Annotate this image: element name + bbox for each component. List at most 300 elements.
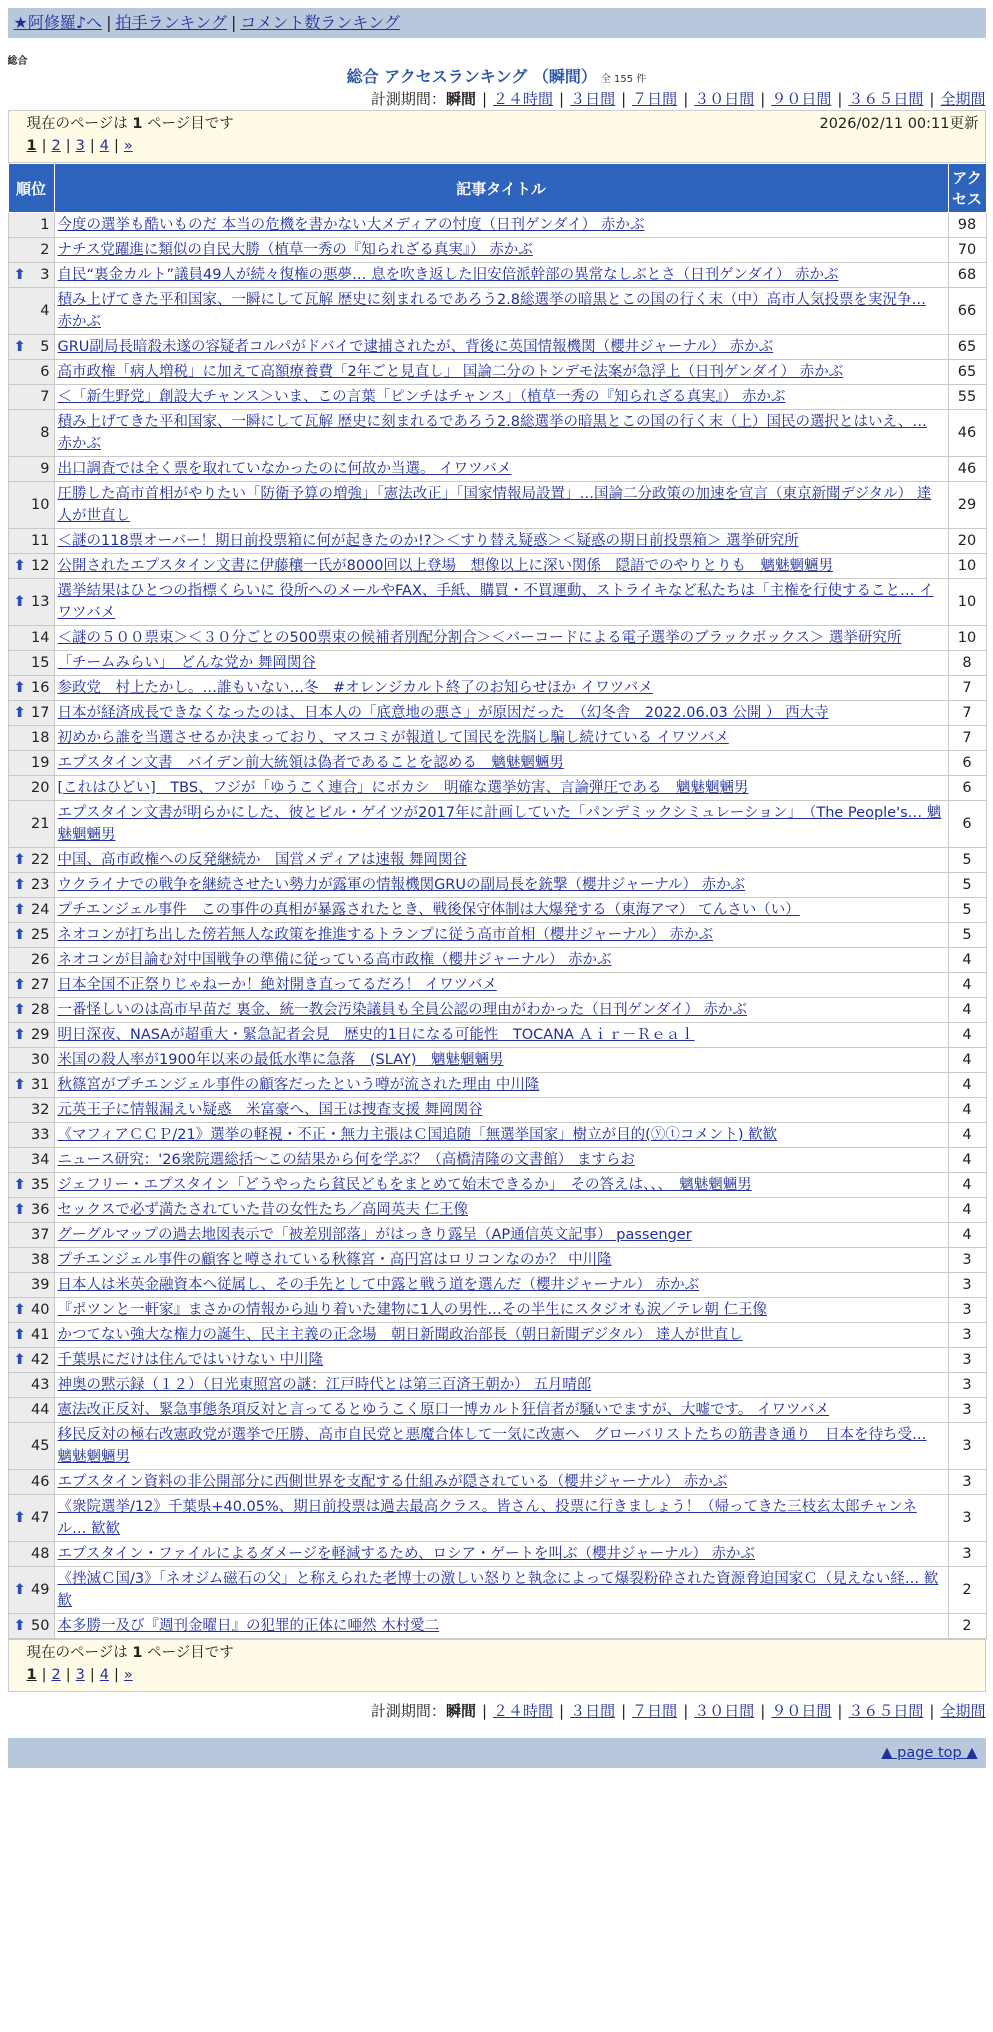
page-separator: | (65, 1667, 71, 1683)
rank-number: 39 (31, 1277, 50, 1293)
access-count: 4 (948, 998, 986, 1023)
article-link[interactable]: 憲法改正反対、緊急事態条項反対と言ってるとゆうこく原口一博カルト狂信者が騒いでますが、大嘘です。 イワツバメ (57, 1402, 830, 1418)
period-link[interactable]: ７日間 (632, 90, 678, 108)
page-current: 1 (26, 1667, 37, 1683)
rank-cell (8, 1223, 54, 1248)
title-cell (54, 1223, 948, 1248)
comment-ranking-link[interactable]: コメント数ランキング (240, 13, 400, 32)
table-row (8, 1348, 986, 1373)
article-link[interactable]: ＜「新生野党」創設大チャンス＞いま、この言葉「ピンチはチャンス」（植草一秀の『知られざる真実』） 赤かぶ (57, 389, 786, 405)
article-link[interactable]: かつてない強大な権力の誕生、民主主義の正念場 朝日新聞政治部長（朝日新聞デジタル） 達人が世直し (57, 1327, 743, 1343)
rank-cell (8, 335, 54, 360)
access-header: アクセス (948, 164, 986, 213)
title-cell (54, 1470, 948, 1495)
article-link[interactable]: [これはひどい] TBS、フジが「ゆうこく連合」にボカシ 明確な選挙妨害、言論弾圧である 魑魅魍魎男 (57, 780, 749, 796)
access-count: 65 (948, 335, 986, 360)
table-row (8, 651, 986, 676)
rank-number: 27 (31, 977, 50, 993)
table-row (8, 482, 986, 529)
article-link[interactable]: 千葉県にだけは住んではいけない 中川隆 (57, 1352, 324, 1368)
table-row (8, 213, 986, 238)
rank-cell (8, 998, 54, 1023)
title-cell (54, 1098, 948, 1123)
article-link[interactable]: ＜謎の５００票束＞＜３０分ごとの500票束の候補者別配分割合＞＜バーコードによる電子選挙のブラックボックス＞ 選挙研究所 (57, 630, 902, 646)
period-link[interactable]: ７日間 (632, 1702, 678, 1720)
rank-cell (8, 1542, 54, 1567)
rank-number: 13 (31, 594, 50, 610)
title-cell (54, 1298, 948, 1323)
table-row (8, 898, 986, 923)
table-row (8, 801, 986, 848)
access-count: 3 (948, 1542, 986, 1567)
rank-number: 44 (31, 1402, 50, 1418)
access-count: 29 (948, 482, 986, 529)
rank-number: 20 (31, 780, 50, 796)
table-row (8, 973, 986, 998)
article-link[interactable]: 一番怪しいのは高市早苗だ 裏金、統一教会汚染議員も全員公認の理由がわかった（日刊ゲンダイ） 赤かぶ (57, 1002, 748, 1018)
period-separator: | (929, 1702, 935, 1720)
table-row (8, 776, 986, 801)
rank-number: 40 (31, 1302, 50, 1318)
period-separator: | (760, 1702, 766, 1720)
access-count: 4 (948, 1173, 986, 1198)
title-cell (54, 1148, 948, 1173)
title-cell (54, 973, 948, 998)
table-row (8, 1123, 986, 1148)
rank-number: 28 (31, 1002, 50, 1018)
access-count: 5 (948, 873, 986, 898)
access-count: 8 (948, 651, 986, 676)
rank-number: 47 (31, 1510, 50, 1526)
rank-number: 18 (31, 730, 50, 746)
access-count: 3 (948, 1348, 986, 1373)
rank-cell (8, 873, 54, 898)
article-link[interactable]: 今度の選挙も酷いものだ 本当の危機を書かない大メディアの忖度（日刊ゲンダイ） 赤かぶ (57, 217, 645, 233)
period-separator: | (621, 1702, 627, 1720)
rank-cell (8, 1373, 54, 1398)
table-row (8, 1298, 986, 1323)
title-cell (54, 288, 948, 335)
title-cell (54, 626, 948, 651)
table-row (8, 1073, 986, 1098)
table-row (8, 238, 986, 263)
access-count: 3 (948, 1470, 986, 1495)
article-link[interactable]: ウクライナでの戦争を継続させたい勢力が露軍の情報機関GRUの副局長を銃撃（櫻井ジャーナル） 赤かぶ (57, 877, 746, 893)
access-count: 5 (948, 923, 986, 948)
table-row (8, 676, 986, 701)
access-count: 4 (948, 1148, 986, 1173)
article-link[interactable]: 高市政権「病人増税」に加えて高額療養費「2年ごと見直し」 国論二分のトンデモ法案が急浮上（日刊ゲンダイ） 赤かぶ (57, 364, 844, 380)
up-arrow-icon: ⬆ (13, 1582, 26, 1598)
up-arrow-icon: ⬆ (13, 594, 26, 610)
rank-number: 31 (31, 1077, 50, 1093)
period-link[interactable]: 全期間 (940, 1702, 986, 1720)
article-link[interactable]: 自民“裏金カルト”議員49人が続々復権の悪夢… 息を吹き返した旧安倍派幹部の異常なしぶとさ（日刊ゲンダイ） 赤かぶ (57, 267, 839, 283)
period-link[interactable]: ３６５日間 (848, 90, 924, 108)
rank-number: 25 (31, 927, 50, 943)
article-link[interactable]: 日本が経済成長できなくなったのは、日本人の「底意地の悪さ」が原因だった （幻冬舎 2022.06.03 公開 ） 西大寺 (57, 705, 829, 721)
title-cell (54, 1348, 948, 1373)
article-link[interactable]: 選挙結果はひとつの指標くらいに 役所へのメールやFAX、手紙、購買・不買運動、ストライキなど私たちは「主権を行使すること… イワツバメ (57, 583, 934, 621)
pager-status (27, 1642, 975, 1664)
page-links (27, 135, 975, 157)
access-count: 20 (948, 529, 986, 554)
period-label: 計測期間： (370, 1702, 446, 1720)
title-cell (54, 335, 948, 360)
title-cell (54, 1198, 948, 1223)
access-count: 3 (948, 1423, 986, 1470)
rank-cell (8, 1470, 54, 1495)
title-cell (54, 1123, 948, 1148)
article-link[interactable]: 元英王子に情報漏えい疑惑 米富豪へ、国王は捜査支援 舞岡関谷 (57, 1102, 483, 1118)
rank-cell (8, 457, 54, 482)
table-row (8, 1098, 986, 1123)
title-cell (54, 1398, 948, 1423)
rank-number: 1 (40, 217, 50, 233)
access-count: 6 (948, 801, 986, 848)
up-arrow-icon: ⬆ (13, 1510, 26, 1526)
table-row (8, 751, 986, 776)
page-link[interactable]: 2 (51, 1667, 61, 1683)
page-link[interactable]: 4 (99, 1667, 109, 1683)
table-row (8, 457, 986, 482)
rank-number: 35 (31, 1177, 50, 1193)
period-separator: | (929, 90, 935, 108)
table-row (8, 1323, 986, 1348)
article-link[interactable]: プチエンジェル事件の顧客と噂されている秋篠宮・高円宮はロリコンなのか？ 中川隆 (57, 1252, 612, 1268)
access-count: 4 (948, 973, 986, 998)
access-count: 4 (948, 1073, 986, 1098)
table-row (8, 1198, 986, 1223)
period-selector-bottom (8, 1700, 986, 1722)
article-link[interactable]: 移民反対の極右改憲政党が選挙で圧勝、高市自民党と悪魔合体して一気に改憲へ グローバリストたちの筋書き通り 日本を待ち受… 魑魅魍魎男 (57, 1427, 927, 1465)
title-cell (54, 873, 948, 898)
rank-cell (8, 482, 54, 529)
rank-cell (8, 701, 54, 726)
up-arrow-icon: ⬆ (13, 339, 26, 355)
article-link[interactable]: グーグルマップの過去地図表示で「被差別部落」がはっきり露呈（AP通信英文記事） passenger (57, 1227, 692, 1243)
table-row (8, 1398, 986, 1423)
page-separator: | (89, 1667, 95, 1683)
article-link[interactable]: ニュース研究：'26衆院選総括～この結果から何を学ぶ？（高橋清隆の文書館） ますらお (57, 1152, 635, 1168)
rank-cell (8, 288, 54, 335)
article-link[interactable]: 積み上げてきた平和国家、一瞬にして瓦解 歴史に刻まれるであろう2.8総選挙の暗黒とこの国の行く末（中）高市人気投票を実況争… 赤かぶ (57, 292, 927, 330)
rank-number: 49 (31, 1582, 50, 1598)
footer-bar (8, 1738, 986, 1768)
title-cell (54, 554, 948, 579)
period-separator: | (683, 90, 689, 108)
period-current: 瞬間 (445, 90, 476, 108)
up-arrow-icon: ⬆ (13, 1202, 26, 1218)
title-cell (54, 1048, 948, 1073)
title-cell (54, 263, 948, 288)
access-count: 65 (948, 360, 986, 385)
access-count: 55 (948, 385, 986, 410)
title-cell (54, 1323, 948, 1348)
top-nav-bar (8, 8, 986, 38)
table-row (8, 360, 986, 385)
article-link[interactable]: ＜謎の118票オーバー！期日前投票箱に何が起きたのか!?＞＜すり替え疑惑＞＜疑惑の期日前投票箱＞ 選挙研究所 (57, 533, 799, 549)
table-row (8, 554, 986, 579)
table-row (8, 1567, 986, 1614)
period-link[interactable]: ３日間 (570, 1702, 616, 1720)
rank-number: 34 (31, 1152, 50, 1168)
title-cell (54, 726, 948, 751)
table-row (8, 626, 986, 651)
access-count: 4 (948, 1223, 986, 1248)
period-separator: | (621, 90, 627, 108)
rank-cell (8, 651, 54, 676)
pager-current-page: 1 (132, 1645, 143, 1661)
article-link[interactable]: ネオコンが打ち出した傍若無人な政策を推進するトランプに従う高市首相（櫻井ジャーナル） 赤かぶ (57, 927, 714, 943)
rank-cell (8, 1023, 54, 1048)
next-page-link[interactable]: » (123, 1667, 133, 1683)
title-cell (54, 1073, 948, 1098)
title-cell (54, 848, 948, 873)
period-link[interactable]: ３６５日間 (848, 1702, 924, 1720)
pager-current-page: 1 (132, 116, 143, 132)
rank-number: 10 (31, 497, 50, 513)
article-link[interactable]: 『ポツンと一軒家』まさかの情報から辿り着いた建物に1人の男性…その半生にスタジオも涙／テレ朝 仁王像 (57, 1302, 768, 1318)
rank-number: 14 (31, 630, 50, 646)
article-link[interactable]: 米国の殺人率が1900年以来の最低水準に急落 (SLAY) 魑魅魍魎男 (57, 1052, 504, 1068)
rank-number: 38 (31, 1252, 50, 1268)
table-row (8, 335, 986, 360)
page-link[interactable]: 2 (51, 138, 61, 154)
article-link[interactable]: 初めから誰を当選させるか決まっており、マスコミが報道して国民を洗脳し騙し続けている イワツバメ (57, 730, 729, 746)
table-row (8, 948, 986, 973)
period-link[interactable]: ９０日間 (771, 1702, 832, 1720)
rank-cell (8, 1423, 54, 1470)
access-count: 3 (948, 1273, 986, 1298)
title-cell (54, 651, 948, 676)
title-cell (54, 1567, 948, 1614)
article-link[interactable]: 神奥の黙示録（１２）（日光東照宮の謎：江戸時代とは第三百済王朝か） 五月晴郎 (57, 1377, 592, 1393)
rank-number: 4 (40, 303, 50, 319)
rank-cell (8, 1273, 54, 1298)
rank-cell (8, 801, 54, 848)
period-current: 瞬間 (445, 1702, 476, 1720)
article-link[interactable]: ジェフリー・エプスタイン「どうやったら貧民どもをまとめて始末できるか」 その答えは、、、 魑魅魍魎男 (57, 1177, 752, 1193)
article-link[interactable]: ナチス党躍進に類似の自民大勝（植草一秀の『知られざる真実』） 赤かぶ (57, 242, 533, 258)
article-link[interactable]: 日本人は米英金融資本へ従属し、その手先として中露と戦う道を選んだ（櫻井ジャーナル） 赤かぶ (57, 1277, 700, 1293)
page-link[interactable]: 3 (75, 138, 85, 154)
nav-separator: | (106, 13, 112, 32)
rank-number: 36 (31, 1202, 50, 1218)
article-link[interactable]: 中国、高市政権への反発継続か 国営メディアは速報 舞岡関谷 (57, 852, 467, 868)
ranking-table (8, 163, 987, 1639)
access-count: 2 (948, 1614, 986, 1639)
article-link[interactable]: GRU副局長暗殺未遂の容疑者コルパがドバイで逮捕されたが、背後に英国情報機関（櫻井ジャーナル） 赤かぶ (57, 339, 774, 355)
title-cell (54, 1614, 948, 1639)
article-link[interactable]: 積み上げてきた平和国家、一瞬にして瓦解 歴史に刻まれるであろう2.8総選挙の暗黒とこの国の行く末（上）国民の選択とはいえ、… 赤かぶ (57, 414, 927, 452)
next-page-link[interactable]: » (123, 138, 133, 154)
title-cell (54, 1373, 948, 1398)
article-link[interactable]: エプスタイン・ファイルによるダメージを軽減するため、ロシア・ゲートを叫ぶ（櫻井ジャーナル） 赤かぶ (57, 1546, 756, 1562)
up-arrow-icon: ⬆ (13, 1352, 26, 1368)
rank-number: 23 (31, 877, 50, 893)
period-separator: | (481, 90, 488, 108)
rank-cell (8, 948, 54, 973)
up-arrow-icon: ⬆ (13, 1002, 26, 1018)
home-link[interactable]: ★阿修羅♪へ (13, 13, 103, 32)
rank-cell (8, 626, 54, 651)
article-link[interactable]: 明日深夜、NASAが超重大・緊急記者会見 歴史的1日になる可能性 TOCANA Ａｉｒ－Ｒｅａｌ (57, 1027, 695, 1043)
rank-cell (8, 776, 54, 801)
title-cell (54, 385, 948, 410)
rank-number: 19 (31, 755, 50, 771)
rank-cell (8, 263, 54, 288)
access-count: 4 (948, 948, 986, 973)
article-link[interactable]: 《衆院選挙/12》千葉県+40.05%、期日前投票は過去最高クラス。皆さん、投票に行きましょう！（帰ってきた三枝玄太郎チャンネル… 歓歓 (57, 1499, 917, 1537)
title-cell (54, 579, 948, 626)
pager-bottom (8, 1639, 986, 1692)
rank-cell (8, 923, 54, 948)
clap-ranking-link[interactable]: 拍手ランキング (115, 13, 227, 32)
access-count: 70 (948, 238, 986, 263)
period-separator: | (837, 90, 843, 108)
rank-number: 3 (40, 267, 50, 283)
title-cell (54, 1248, 948, 1273)
title-cell (54, 1423, 948, 1470)
ranking-count: 全 155 件 (600, 74, 647, 85)
table-row (8, 1470, 986, 1495)
rank-number: 5 (40, 339, 50, 355)
access-count: 46 (948, 410, 986, 457)
article-link[interactable]: セックスで必ず満たされていた昔の女性たち／高岡英夫 仁王像 (57, 1202, 468, 1218)
rank-cell (8, 751, 54, 776)
page-separator: | (41, 1667, 47, 1683)
rank-number: 24 (31, 902, 50, 918)
rank-cell (8, 676, 54, 701)
title-cell (54, 1542, 948, 1567)
title-cell (54, 923, 948, 948)
rank-cell (8, 973, 54, 998)
period-link[interactable]: 全期間 (940, 90, 986, 108)
table-row (8, 579, 986, 626)
access-count: 98 (948, 213, 986, 238)
page-link[interactable]: 3 (75, 1667, 85, 1683)
article-link[interactable]: 日本全国不正祭りじゃねーか！絶対開き直ってるだろ！ イワツバメ (57, 977, 497, 993)
page-separator: | (89, 138, 95, 154)
period-link[interactable]: ２４時間 (493, 1702, 554, 1720)
article-link[interactable]: 出口調査では全く票を取れていなかったのに何故か当選。 イワツバメ (57, 461, 512, 477)
article-link[interactable]: エプスタイン文書が明らかにした、彼とビル・ゲイツが2017年に計画していた「パンデミックシミュレーション」 （The People's… 魑魅魍魎男 (57, 805, 942, 843)
access-count: 4 (948, 1198, 986, 1223)
article-link[interactable]: 参政党 村上たかし。…誰もいない…冬 #オレンジカルト終了のお知らせほか イワツバメ (57, 680, 653, 696)
rank-number: 41 (31, 1327, 50, 1343)
ranking-title: 総合 アクセスランキング （瞬間） (346, 67, 597, 86)
rank-number: 50 (31, 1618, 50, 1634)
title-cell (54, 1273, 948, 1298)
table-row (8, 410, 986, 457)
rank-cell (8, 848, 54, 873)
page-separator: | (113, 138, 119, 154)
rank-cell (8, 1323, 54, 1348)
title-cell (54, 529, 948, 554)
period-link[interactable]: ３０日間 (694, 1702, 755, 1720)
table-row (8, 288, 986, 335)
rank-number: 2 (40, 242, 50, 258)
access-count: 7 (948, 726, 986, 751)
article-link[interactable]: 公開されたエプスタイン文書に伊藤穰一氏が8000回以上登場 想像以上に深い関係 隠語でのやりとりも 魑魅魍魎男 (57, 558, 834, 574)
period-link[interactable]: ９０日間 (771, 90, 832, 108)
table-row (8, 848, 986, 873)
page-top-link[interactable]: ▲ page top ▲ (881, 1745, 978, 1761)
access-count: 10 (948, 554, 986, 579)
page-link[interactable]: 4 (99, 138, 109, 154)
rank-number: 46 (31, 1474, 50, 1490)
period-link[interactable]: ３日間 (570, 90, 616, 108)
article-link[interactable]: エプスタイン文書 バイデン前大統領は偽者であることを認める 魑魅魍魎男 (57, 755, 564, 771)
up-arrow-icon: ⬆ (13, 1618, 26, 1634)
page-links (27, 1664, 975, 1686)
rank-number: 32 (31, 1102, 50, 1118)
rank-cell (8, 529, 54, 554)
up-arrow-icon: ⬆ (13, 558, 26, 574)
access-count: 5 (948, 898, 986, 923)
rank-cell (8, 1148, 54, 1173)
article-link[interactable]: 秋篠宮がプチエンジェル事件の顧客だったという噂が流された理由 中川隆 (57, 1077, 540, 1093)
period-link[interactable]: ２４時間 (493, 90, 554, 108)
title-header: 記事タイトル (54, 164, 948, 213)
title-cell (54, 998, 948, 1023)
rank-cell (8, 385, 54, 410)
rank-number: 26 (31, 952, 50, 968)
article-link[interactable]: エプスタイン資料の非公開部分に西側世界を支配する仕組みが隠されている（櫻井ジャーナル） 赤かぶ (57, 1474, 728, 1490)
table-row (8, 1173, 986, 1198)
table-row (8, 263, 986, 288)
title-cell (54, 1023, 948, 1048)
ranking-rows (8, 213, 986, 1639)
access-count: 5 (948, 848, 986, 873)
rank-cell (8, 1073, 54, 1098)
up-arrow-icon: ⬆ (13, 267, 26, 283)
access-count: 2 (948, 1567, 986, 1614)
title-cell (54, 213, 948, 238)
article-link[interactable]: 本多勝一及び『週刊金曜日』の犯罪的正体に唖然 木村愛二 (57, 1618, 440, 1634)
table-row (8, 923, 986, 948)
access-count: 3 (948, 1495, 986, 1542)
rank-number: 16 (31, 680, 50, 696)
period-label: 計測期間： (370, 90, 446, 108)
article-link[interactable]: ネオコンが目論む対中国戦争の準備に従っている高市政権（櫻井ジャーナル） 赤かぶ (57, 952, 612, 968)
title-cell (54, 1495, 948, 1542)
rank-cell (8, 213, 54, 238)
article-link[interactable]: 圧勝した高市首相がやりたい「防衛予算の増強」「憲法改正」「国家情報局設置」…国論二分政策の加速を宣言（東京新聞デジタル） 達人が世直し (57, 486, 932, 524)
up-arrow-icon: ⬆ (13, 1077, 26, 1093)
article-link[interactable]: プチエンジェル事件 この事件の真相が暴露されたとき、戦後保守体制は大爆発する（東海アマ） てんさい（い） (57, 902, 800, 918)
access-count: 3 (948, 1248, 986, 1273)
period-separator: | (559, 1702, 565, 1720)
article-link[interactable]: 《マフィアＣＣＰ/21》選挙の軽視・不正・無力主張はＣ国追随「無選挙国家」樹立が目的(ⓨⓣコメント) 歓歓 (57, 1127, 778, 1143)
category-label: 総合 (7, 56, 28, 67)
period-link[interactable]: ３０日間 (694, 90, 755, 108)
updated-timestamp: 2026/02/11 00:11更新 (819, 116, 979, 132)
up-arrow-icon: ⬆ (13, 1177, 26, 1193)
pager-suffix: ページ目です (142, 116, 234, 132)
up-arrow-icon: ⬆ (13, 877, 26, 893)
rank-number: 22 (31, 852, 50, 868)
page-separator: | (41, 138, 47, 154)
rank-number: 12 (31, 558, 50, 574)
pager (8, 110, 986, 163)
access-count: 7 (948, 701, 986, 726)
rank-cell (8, 360, 54, 385)
article-link[interactable]: 「チームみらい」 どんな党か 舞岡関谷 (57, 655, 316, 671)
rank-cell (8, 1298, 54, 1323)
article-link[interactable]: 《挫滅Ｃ国/3》「ネオジム磁石の父」と称えられた老博士の激しい怒りと執念によって爆裂粉砕された資源脅迫国家Ｃ（見えない経… 歓歓 (57, 1571, 939, 1609)
